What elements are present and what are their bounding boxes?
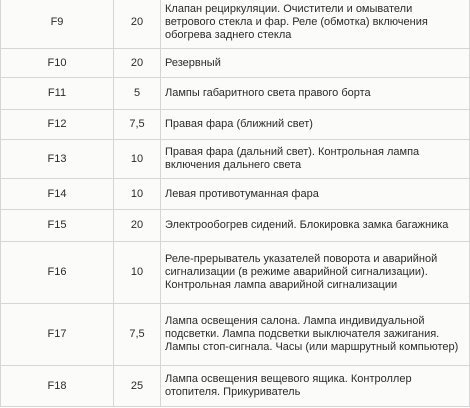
table-row xyxy=(1,366,469,406)
amperage-cell: 7,5 xyxy=(114,110,160,139)
fuse-id-cell: F14 xyxy=(1,179,113,209)
fuse-id-cell: F12 xyxy=(1,110,113,139)
amperage-cell: 7,5 xyxy=(114,304,160,365)
description-cell: Резервный xyxy=(161,49,469,77)
amperage-cell: 10 xyxy=(114,242,160,303)
description-cell: Левая противотуманная фара xyxy=(161,179,469,209)
amperage-cell: 20 xyxy=(114,210,160,241)
fuse-id-cell: F9 xyxy=(1,0,113,48)
fuse-id-cell: F15 xyxy=(1,210,113,241)
amperage-cell: 25 xyxy=(114,366,160,406)
description-cell: Правая фара (дальний свет). Контрольная лампа включения дальнего света xyxy=(161,140,469,178)
description-cell: Лампа освещения вещевого ящика. Контроллер отопителя. Прикуриватель xyxy=(161,366,469,406)
amperage-cell: 20 xyxy=(114,49,160,77)
description-cell: Реле-прерыватель указателей поворота и аварийной сигнализации (в режиме аварийной сигнализации). Контрольная лампа аварийной сигнализации xyxy=(161,242,469,303)
description-cell: Электрообогрев сидений. Блокировка замка багажника xyxy=(161,210,469,241)
table-row xyxy=(1,210,469,241)
table-row xyxy=(1,49,469,77)
description-cell: Лампы габаритного света правого борта xyxy=(161,78,469,109)
fuse-id-cell: F10 xyxy=(1,49,113,77)
table-row xyxy=(1,304,469,365)
amperage-cell: 10 xyxy=(114,140,160,178)
table-row xyxy=(1,110,469,139)
table-row xyxy=(1,179,469,209)
amperage-cell: 20 xyxy=(114,0,160,48)
description-cell: Клапан рециркуляции. Очистители и омыватели ветрового стекла и фар. Реле (обмотка) включения обогрева заднего стекла xyxy=(161,0,469,48)
description-cell: Правая фара (ближний свет) xyxy=(161,110,469,139)
fuse-id-cell: F18 xyxy=(1,366,113,406)
table-row xyxy=(1,0,469,48)
table-row xyxy=(1,242,469,303)
amperage-cell: 10 xyxy=(114,179,160,209)
fuse-id-cell: F11 xyxy=(1,78,113,109)
fuse-table-body xyxy=(1,0,469,406)
description-cell: Лампа освещения салона. Лампа индивидуальной подсветки. Лампа подсветки выключателя зажигания. Лампы стоп-сигнала. Часы (или маршрутный компьютер) xyxy=(161,304,469,365)
amperage-cell: 5 xyxy=(114,78,160,109)
fuse-id-cell: F13 xyxy=(1,140,113,178)
table-row xyxy=(1,78,469,109)
fuse-id-cell: F16 xyxy=(1,242,113,303)
fuse-id-cell: F17 xyxy=(1,304,113,365)
table-row xyxy=(1,140,469,178)
